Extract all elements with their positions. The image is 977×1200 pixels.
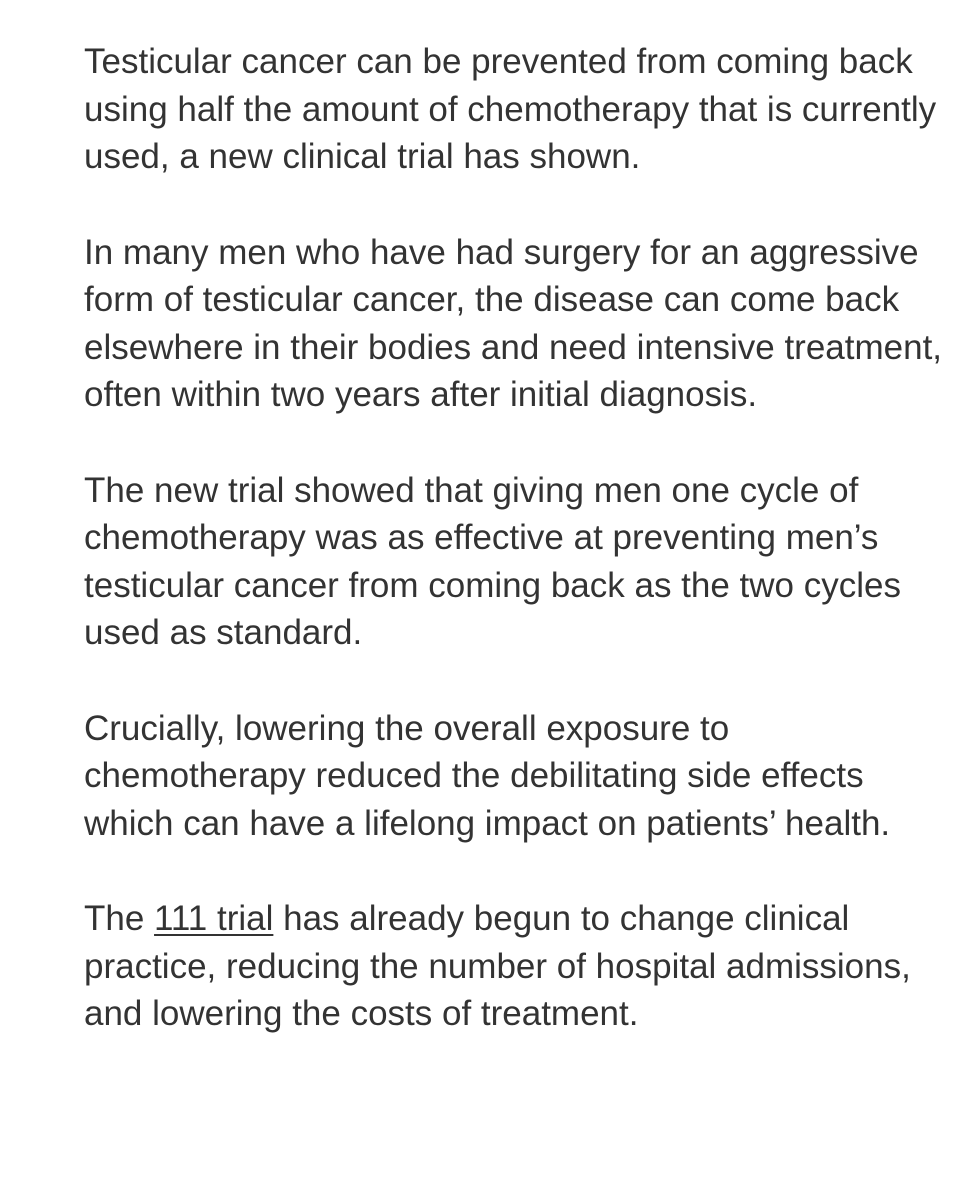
article-body (84, 38, 954, 1038)
paragraph-2: In many men who have had surgery for an aggressive form of testicular cancer, the disease can come back elsewhere in their bodies and need intensive treatment, often within two years after initial diagnosis. (84, 232, 943, 414)
paragraph-5 (84, 895, 954, 1038)
trial-link[interactable]: 111 trial (154, 899, 274, 938)
paragraph-5-lead: The (84, 899, 155, 938)
paragraph-5-rest: has already begun to change clinical practice, reducing the number of hospital admissions, and lowering the costs of treatment. (84, 899, 911, 1033)
paragraph-4: Crucially, lowering the overall exposure to chemotherapy reduced the debilitating side effects which can have a lifelong impact on patients’ health. (84, 708, 891, 843)
paragraph-3: The new trial showed that giving men one cycle of chemotherapy was as effective at preventing men’s testicular cancer from coming back as the two cycles used as standard. (84, 470, 901, 652)
paragraph-1: Testicular cancer can be prevented from coming back using half the amount of chemotherapy that is currently used, a new clinical trial has shown. (84, 42, 937, 176)
